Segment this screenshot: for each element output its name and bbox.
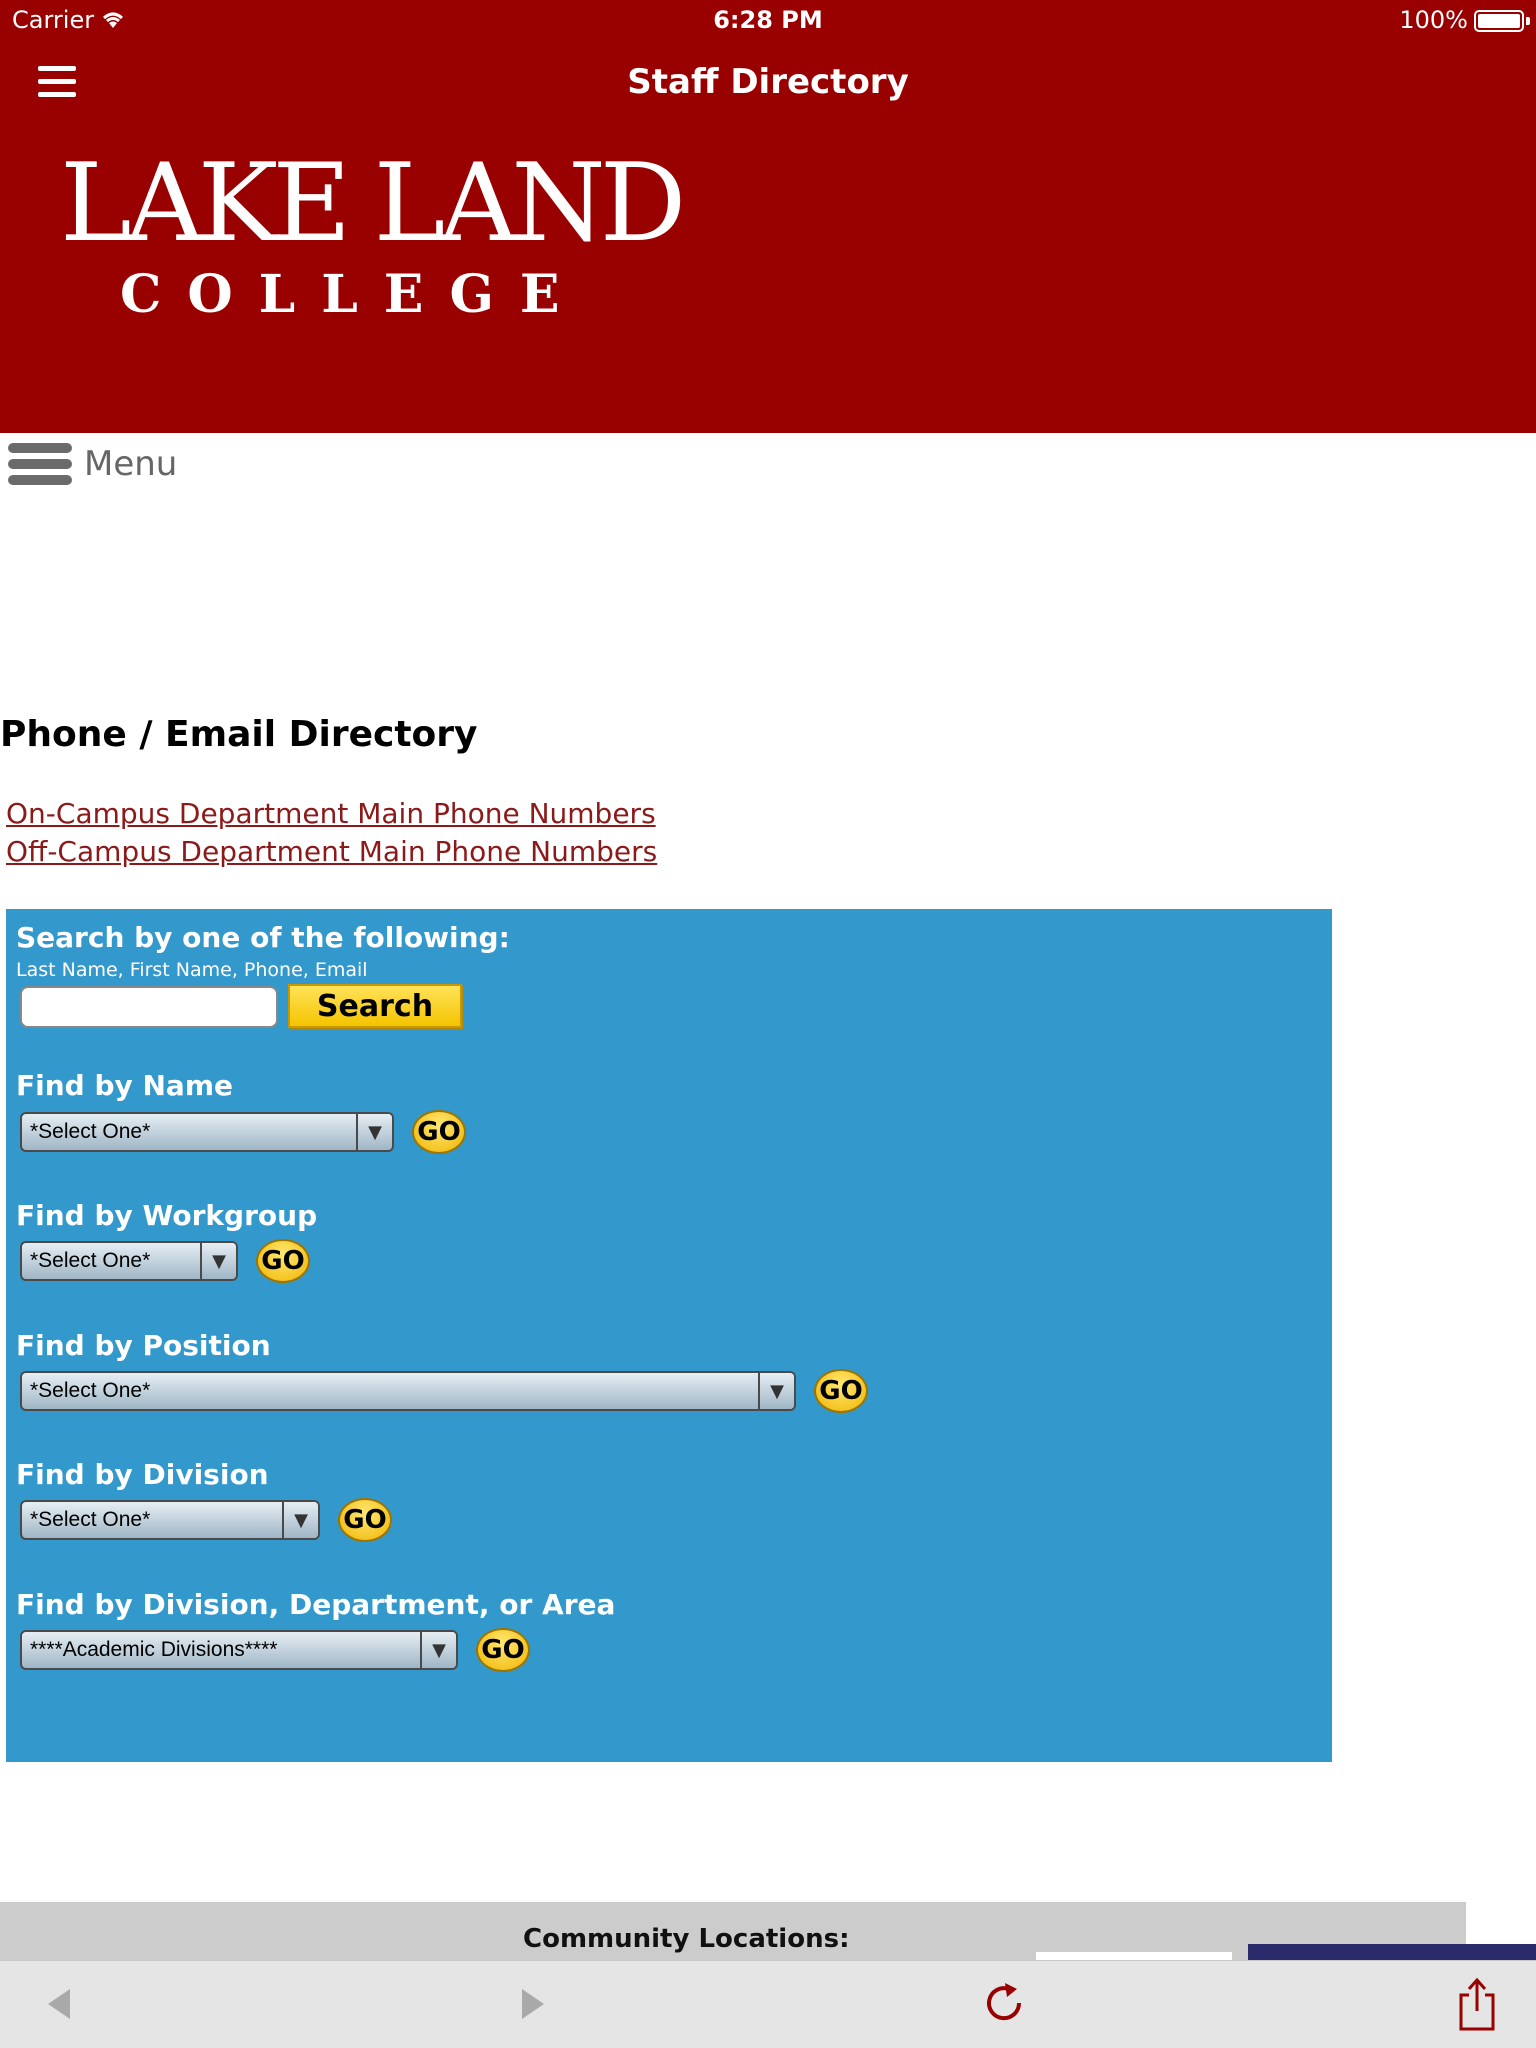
chevron-down-icon: ▼	[758, 1373, 794, 1409]
find-by-name-label: Find by Name	[16, 1069, 233, 1102]
select-value: ****Academic Divisions****	[30, 1638, 278, 1661]
select-value: *Select One*	[30, 1379, 151, 1402]
find-by-area-go-button[interactable]: GO	[476, 1628, 530, 1672]
reload-icon[interactable]	[980, 1979, 1030, 2029]
browser-toolbar	[0, 1960, 1536, 2048]
menu-icon	[8, 443, 72, 485]
find-by-division-go-button[interactable]: GO	[338, 1498, 392, 1542]
search-input[interactable]	[20, 986, 278, 1028]
off-campus-phone-link[interactable]: Off-Campus Department Main Phone Numbers	[6, 835, 658, 868]
carrier-label: Carrier	[12, 6, 95, 34]
app-header	[0, 0, 1536, 433]
menu-label: Menu	[84, 444, 178, 484]
find-by-workgroup-label: Find by Workgroup	[16, 1199, 318, 1232]
battery-tip	[1526, 17, 1530, 25]
find-by-position-go-button[interactable]: GO	[814, 1369, 868, 1413]
chevron-down-icon: ▼	[420, 1632, 456, 1668]
find-by-workgroup-select[interactable]	[20, 1241, 238, 1281]
select-value: *Select One*	[30, 1120, 151, 1143]
find-by-position-select[interactable]	[20, 1371, 796, 1411]
search-button[interactable]: Search	[288, 984, 462, 1028]
logo-line-2: COLLEGE	[120, 264, 586, 325]
community-locations-heading: Community Locations:	[523, 1924, 850, 1954]
on-campus-phone-link[interactable]: On-Campus Department Main Phone Numbers	[6, 797, 656, 830]
find-by-name-go-button[interactable]: GO	[412, 1110, 466, 1154]
search-hint: Last Name, First Name, Phone, Email	[16, 959, 368, 981]
find-by-area-label: Find by Division, Department, or Area	[16, 1588, 616, 1621]
search-heading: Search by one of the following:	[16, 921, 510, 954]
page-title: Phone / Email Directory	[0, 714, 478, 755]
find-by-workgroup-go-button[interactable]: GO	[256, 1239, 310, 1283]
forward-icon[interactable]	[508, 1979, 558, 2029]
find-by-position-label: Find by Position	[16, 1329, 271, 1362]
select-value: *Select One*	[30, 1508, 151, 1531]
find-by-division-label: Find by Division	[16, 1458, 269, 1491]
site-menu-button[interactable]	[8, 440, 177, 488]
logo-line-1: LAKE LAND	[60, 141, 681, 266]
select-value: *Select One*	[30, 1249, 151, 1272]
back-icon[interactable]	[34, 1979, 84, 2029]
find-by-division-select[interactable]	[20, 1500, 320, 1540]
chevron-down-icon: ▼	[356, 1114, 392, 1150]
directory-search-panel	[6, 909, 1332, 1762]
battery-icon	[1474, 10, 1524, 32]
battery-percent: 100%	[1399, 6, 1468, 34]
find-by-area-select[interactable]	[20, 1630, 458, 1670]
nav-title: Staff Directory	[627, 62, 909, 102]
share-icon[interactable]	[1452, 1979, 1502, 2029]
site-footer	[0, 1902, 1466, 1962]
chevron-down-icon: ▼	[200, 1243, 236, 1279]
status-bar	[0, 0, 1536, 40]
chevron-down-icon: ▼	[282, 1502, 318, 1538]
clock: 6:28 PM	[713, 6, 823, 34]
college-logo[interactable]	[60, 141, 681, 325]
find-by-name-select[interactable]	[20, 1112, 394, 1152]
